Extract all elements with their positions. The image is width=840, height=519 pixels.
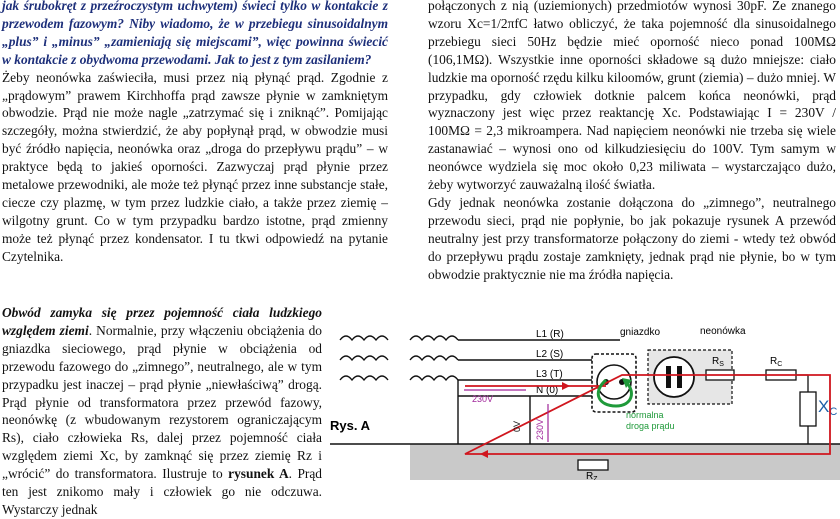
- left-column: [2, 0, 388, 266]
- reader-question: jak śrubokręt z przeźroczystym uchwytem) świeci tylko w kontakcie z przewodem fazowym? Niby wiadomo, że w przebiegu sinusoidalnym „plus” i „minus” „zamieniają się miejscami”, więc powinna świecić w kontakcie z obydwoma przewodami. Jak to jest z tym zasilaniem?: [2, 0, 388, 67]
- right-column: [428, 0, 836, 284]
- xc-label: XC: [818, 397, 838, 418]
- voltage-230-horizontal: 230V: [472, 394, 494, 404]
- voltage-230-vertical: 230V: [535, 418, 545, 440]
- flow-label-2: droga prądu: [626, 421, 675, 431]
- wrap-text-b: . Prąd ten jest znikomo mały i człowiek go nie odczuwa. Wystarczy jednak: [2, 466, 322, 517]
- current-arrow-1: [562, 382, 570, 390]
- line-l3-label: L3 (T): [536, 369, 563, 380]
- resistor-rz: [578, 460, 608, 470]
- rs-label: $R_S$: [712, 356, 724, 368]
- right-paragraph-2: Gdy jednak neonówka zostanie dołączona do „zimnego”, neutralnego przewodu sieci, prąd nie popłynie, bo jak pokazuje rysunek A przewód neutralny jest przy transformatorze połączony do ziemi - wtedy też obwód do przepływu prądu zostaje zamknięty, jednak prąd nie płynie, bo w tym obwodzie praktycznie nie ma źródła napięcia.: [428, 194, 836, 282]
- rc-label: $R_C$: [770, 356, 783, 368]
- line-l1-label: L1 (R): [536, 329, 564, 340]
- figure-a-diagram: [330, 320, 840, 480]
- transformer-coils: [340, 336, 458, 380]
- neon-electrode-left: [666, 366, 671, 388]
- neon-label: neonówka: [700, 326, 746, 337]
- line-l2-label: L2 (S): [536, 349, 564, 360]
- neon-lamp: [654, 357, 694, 397]
- capacitance-xc: [800, 392, 816, 426]
- voltage-0: 0V: [512, 420, 522, 432]
- wrapped-paragraph: [2, 304, 322, 519]
- line-n-label: N (0): [536, 385, 559, 396]
- neon-electrode-right: [677, 366, 682, 388]
- figure-reference: rysunek A: [228, 466, 289, 482]
- figure-caption: Rys. A: [330, 418, 370, 433]
- wrap-text-a: . Normalnie, przy włączeniu obciążenia do gniazdka sieciowego, prąd płynie w obciążenia od przewodu fazowego do „zimnego”, neutralnego, ale w tym przypadku jest inaczej – prąd płynie „niewłaściwą” drogą. Prąd płynie od transformatora przez przewód fazowy, neonówkę (z wbudowanym rezystorem ograniczającym Rs), ciało człowieka Rs, dalej przez pojemność ciała względem ziemi Xc, by zamknąć się przez ziemię Rz i „wrócić” do transformatora. Ilustruje to: [2, 322, 322, 482]
- answer-paragraph: Żeby neonówka zaświeciła, musi przez nią płynąć prąd. Zgodnie z „prądowym” prawem Kirchhoffa prąd zawsze płynie w zamkniętym obwodzie. Prąd nie może nagle „zatrzymać się i zniknąć”. Pomijając szczegóły, można stwierdzić, że aby popłynął prąd, w obwodzie musi być źródło napięcia, neonówka oraz „droga do przepływu prądu” – w praktyce będą to jakieś oporności. Zazwyczaj prąd płynie przez metalowe przewodniki, ale może też płynąć przez inne substancje stałe, ciecze czy plazmę, w tym przez ludzkie ciało, a także przez ziemię – wilgotny grunt. Co w tym przypadku bardzo istotne, prąd zmienny może też płynąć przez kondensator. I tu tkwi odpowiedź na pytanie Czytelnika.: [2, 69, 388, 264]
- bold-lead: Obwód zamyka się przez pojemność ciała ludzkiego względem ziemi: [2, 305, 322, 338]
- right-paragraph-1: połączonych z nią (uziemionych) przedmiotów wynosi 30pF. Ze znanego wzoru Xc=1/2πfC łatwo obliczyć, że taka pojemność dla sinusoidalnego przebiegu sieci 50Hz będzie mieć oporność nieco ponad 100MΩ (106,1MΩ). Wszystkie inne oporności składowe są dużo mniejsze: ciało ludzkie ma oporność rzędu kilku kiloomów, grunt (ziemia) – dużo mniej. W przypadku, gdy człowiek dotknie palcem końca neonówki, prąd wyznaczony jest więc przez reaktancję Xc. Podstawiając I = 230V / 100MΩ = 2,3 mikroampera. Nad napięciem neonówki nie trzeba się wiele zastanawiać – wynosi ono od kilkudziesięciu do 100V. Tym samym w neonówce wydziela się moc około 0,23 miliwata – wystarczająco dużo, żeby wytworzyć zauważalną ilość światła.: [428, 0, 836, 193]
- flow-label-1: normalna: [626, 410, 664, 420]
- rz-label: $R_Z$: [586, 471, 598, 480]
- socket-label: gniazdko: [620, 327, 661, 338]
